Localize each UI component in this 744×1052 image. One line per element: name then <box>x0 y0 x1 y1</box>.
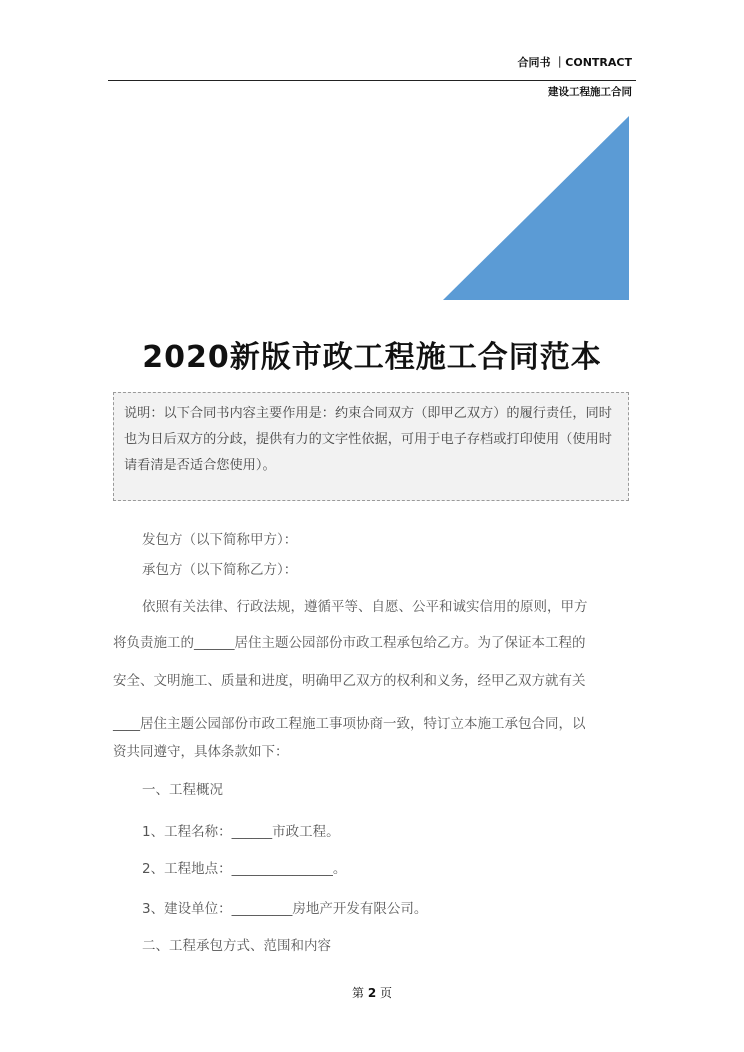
item-2: 2、工程地点：_______________。 <box>142 861 347 877</box>
header-divider <box>108 80 636 81</box>
page-number: 2 <box>367 986 377 1000</box>
item-1: 1、工程名称：______市政工程。 <box>142 824 340 840</box>
footer-suffix: 页 <box>380 986 393 1000</box>
document-title: 2020新版市政工程施工合同范本 <box>142 340 602 375</box>
intro-line-2: 将负责施工的______居住主题公园部份市政工程承包给乙方。为了保证本工程的 <box>113 635 586 651</box>
note-text: 说明：以下合同书内容主要作用是：约束合同双方（即甲乙双方）的履行责任，同时也为日后双方的分歧，提供有力的文字性依据，可用于电子存档或打印使用（使用时请看清是否适合您使用）。 <box>124 406 612 473</box>
intro-line-1: 依照有关法律、行政法规，遵循平等、自愿、公平和诚实信用的原则，甲方 <box>142 599 588 615</box>
note-box <box>113 392 629 501</box>
item-3: 3、建设单位：_________房地产开发有限公司。 <box>142 901 428 917</box>
decorative-triangle <box>443 116 629 300</box>
footer-prefix: 第 <box>351 986 364 1000</box>
page-footer <box>0 984 744 1001</box>
header-title: 合同书 ｜CONTRACT <box>517 56 632 69</box>
section-1-heading: 一、工程概况 <box>142 782 223 798</box>
header-subtitle: 建设工程施工合同 <box>548 86 632 98</box>
intro-line-3: 安全、文明施工、质量和进度，明确甲乙双方的权利和义务，经甲乙双方就有关 <box>113 673 586 689</box>
intro-line-4: ____居住主题公园部份市政工程施工事项协商一致，特订立本施工承包合同，以 <box>113 716 586 732</box>
section-2-heading: 二、工程承包方式、范围和内容 <box>142 938 331 954</box>
party-b-line: 承包方（以下简称乙方）： <box>142 562 298 578</box>
intro-line-5: 资共同遵守，具体条款如下： <box>113 744 289 760</box>
party-a-line: 发包方（以下简称甲方）： <box>142 532 298 548</box>
